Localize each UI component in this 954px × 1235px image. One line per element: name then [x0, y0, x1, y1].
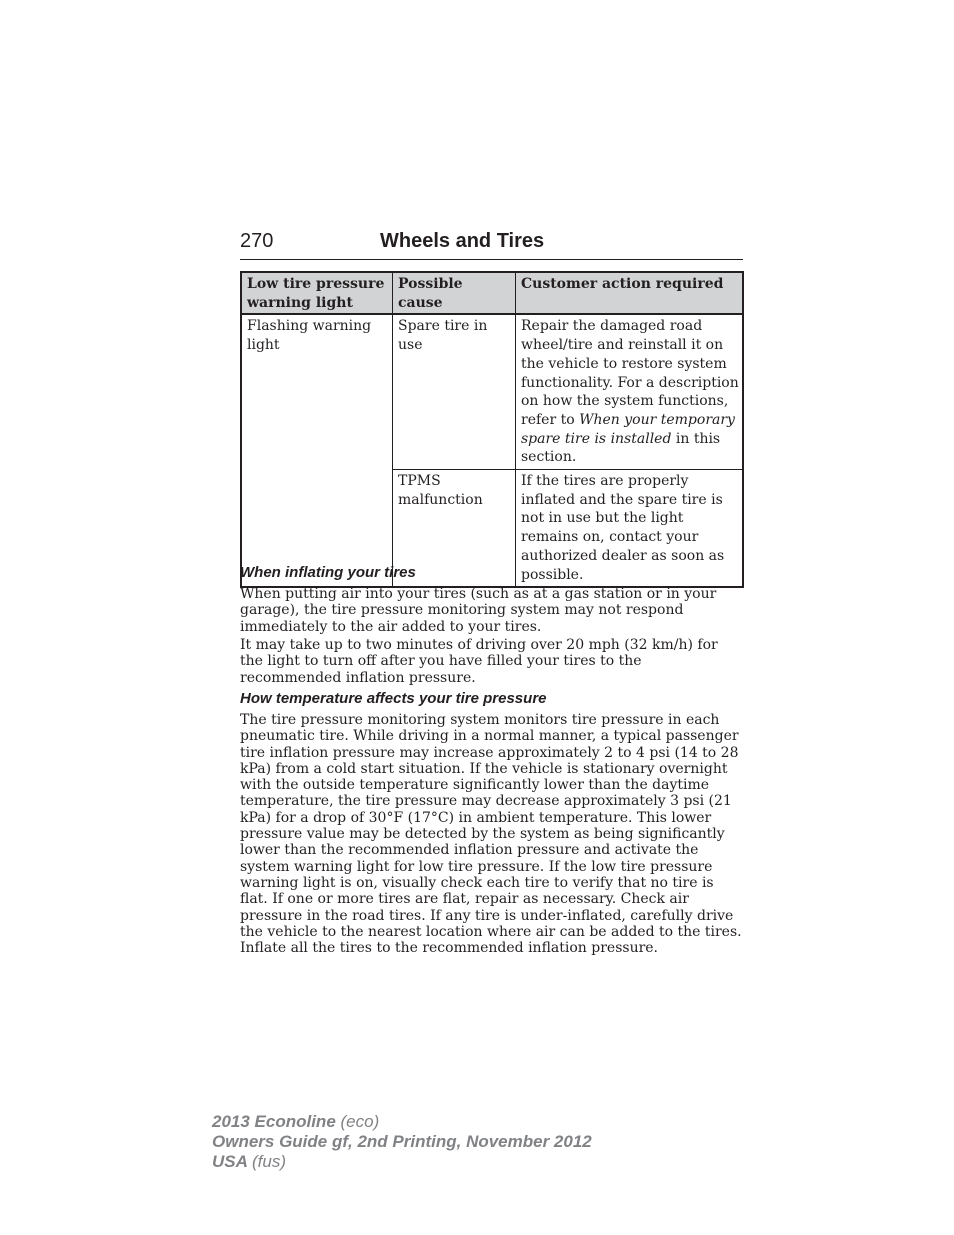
inflating-paragraph-1: When putting air into your tires (such as at a gas station or in your garage), the tire pressure monitoring system may not respond immediately to the air added to your tires.: [240, 586, 717, 635]
possible-cause-cell: TPMS malfunction: [393, 470, 516, 588]
cross-reference-link: When your temporary spare tire is installed: [521, 411, 735, 447]
inflating-paragraph-2: It may take up to two minutes of driving over 20 mph (32 km/h) for the light to turn off after you have filled your tires to the recommended inflation pressure.: [240, 637, 718, 686]
warning-light-table: [240, 271, 744, 588]
footer-model-code: (eco): [340, 1112, 380, 1131]
possible-cause-cell: Spare tire in use: [393, 314, 516, 469]
footer-line-3: [212, 1152, 592, 1172]
warning-light-state-cell: Flashing warning light: [241, 314, 393, 587]
page-footer: [212, 1112, 592, 1172]
inflating-heading: When inflating your tires: [240, 564, 416, 581]
action-text: Repair the damaged road wheel/tire and reinstall it on the vehicle to restore system functionality. For a description on how the system functions, refer to: [521, 318, 739, 428]
footer-market: USA: [212, 1152, 248, 1171]
customer-action-cell: If the tires are properly inflated and the spare tire is not in use but the light remains on, contact your authorized dealer as soon as possible.: [516, 470, 744, 588]
table-header-row: [241, 272, 743, 314]
section-title: Wheels and Tires: [380, 230, 545, 252]
footer-line-2: Owners Guide gf, 2nd Printing, November 2012: [212, 1132, 592, 1151]
action-text-end: in this section.: [521, 430, 721, 466]
page-header: [240, 229, 743, 260]
temperature-heading: How temperature affects your tire pressure: [240, 690, 547, 707]
page-number: 270: [240, 230, 274, 252]
footer-market-code: (fus): [252, 1152, 286, 1171]
customer-action-cell: [516, 314, 744, 469]
column-header-possible-cause: Possible cause: [393, 272, 516, 314]
footer-model: 2013 Econoline: [212, 1112, 336, 1131]
column-header-customer-action: Customer action required: [516, 272, 744, 314]
temperature-paragraph: The tire pressure monitoring system monitors tire pressure in each pneumatic tire. While driving in a normal manner, a typical passenger tire inflation pressure may increase approximately 2 to 4 psi (14 to 28 kPa) from a cold start situation. If the vehicle is stationary overnight with the outside temperature significantly lower than the daytime temperature, the tire pressure may decrease approximately 3 psi (21 kPa) for a drop of 30°F (17°C) in ambient temperature. This lower pressure value may be detected by the system as being significantly lower than the recommended inflation pressure and activate the system warning light for low tire pressure. If the low tire pressure warning light is on, visually check each tire to verify that no tire is flat. If one or more tires are flat, repair as necessary. Check air pressure in the road tires. If any tire is under-inflated, carefully drive the vehicle to the nearest location where air can be added to the tires. Inflate all the tires to the recommended inflation pressure.: [240, 712, 742, 957]
table-row: [241, 314, 743, 469]
footer-line-1: [212, 1112, 592, 1132]
column-header-warning-light: Low tire pressure warning light: [241, 272, 393, 314]
